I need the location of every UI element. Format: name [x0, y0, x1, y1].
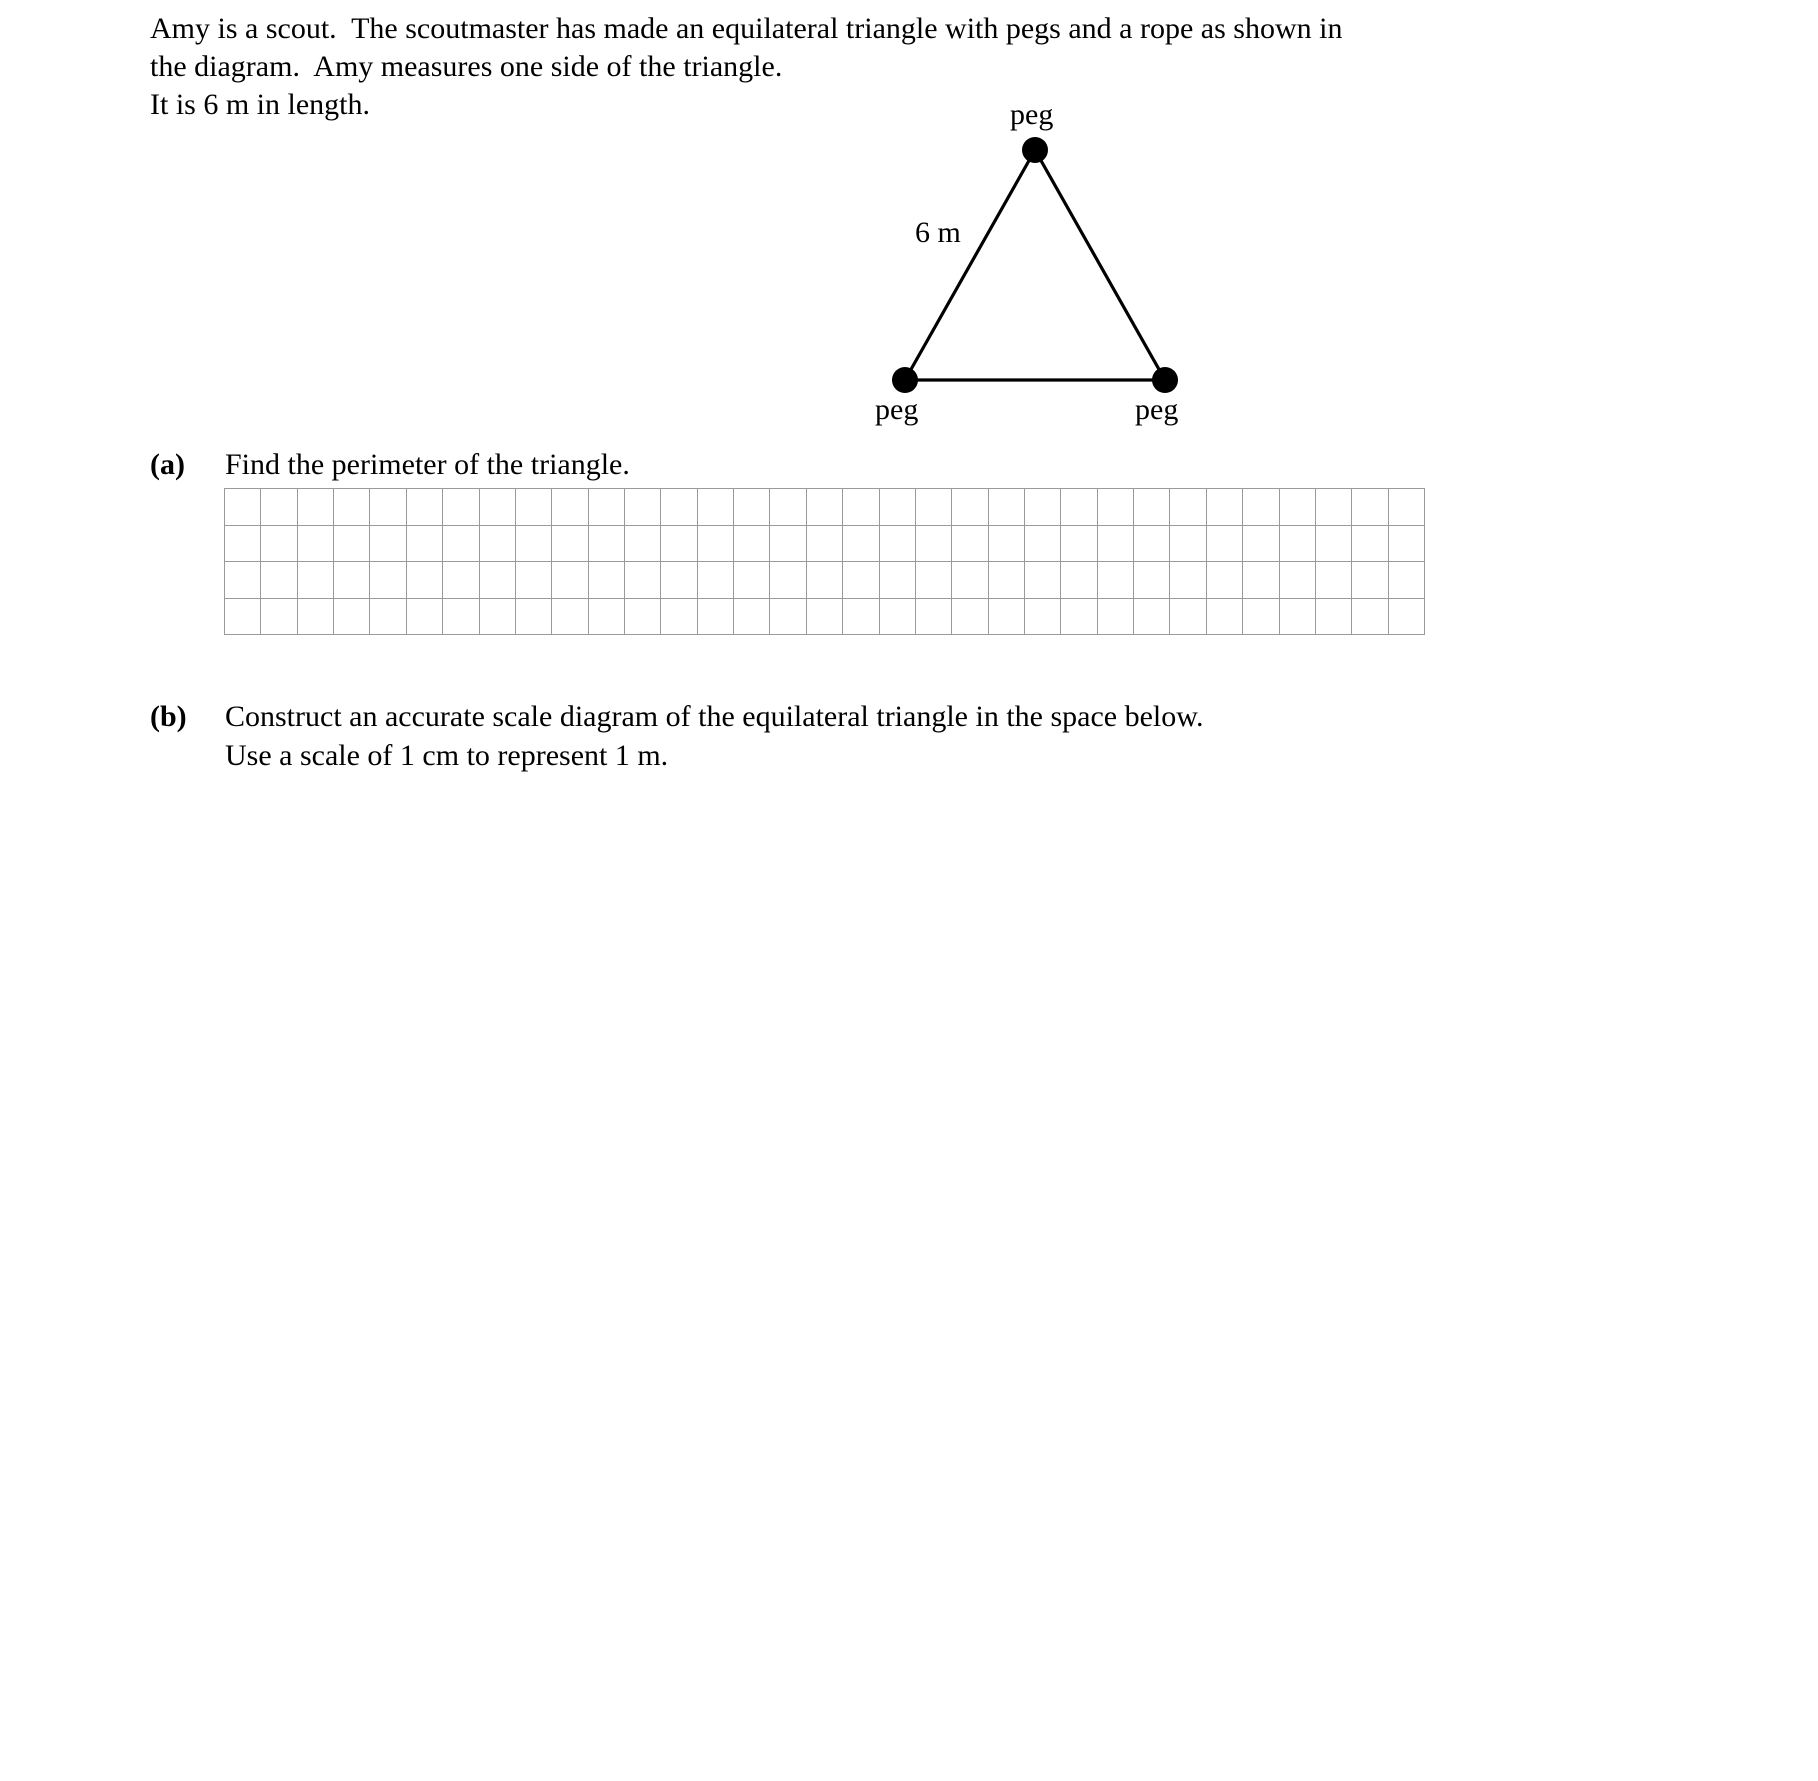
answer-grid-cell[interactable] [770, 526, 806, 563]
answer-grid-cell[interactable] [1243, 562, 1279, 599]
answer-grid-cell[interactable] [916, 489, 952, 526]
answer-grid-cell[interactable] [334, 526, 370, 563]
answer-grid-cell[interactable] [1243, 526, 1279, 563]
answer-grid-cell[interactable] [807, 599, 843, 636]
answer-grid-cell[interactable] [952, 526, 988, 563]
answer-grid-cell[interactable] [880, 562, 916, 599]
answer-grid-cell[interactable] [298, 562, 334, 599]
answer-grid-cell[interactable] [880, 489, 916, 526]
answer-grid-cell[interactable] [480, 526, 516, 563]
answer-grid-cell[interactable] [407, 489, 443, 526]
answer-grid-cell[interactable] [552, 489, 588, 526]
question-part-b [150, 697, 1203, 775]
answer-grid-cell[interactable] [480, 562, 516, 599]
answer-grid-cell[interactable] [625, 489, 661, 526]
answer-grid-cell[interactable] [1352, 599, 1388, 636]
answer-grid-cell[interactable] [1316, 526, 1352, 563]
answer-grid-cell[interactable] [407, 526, 443, 563]
part-a-tag: (a) [150, 448, 185, 481]
answer-grid-cell[interactable] [370, 489, 406, 526]
answer-grid-cell[interactable] [661, 489, 697, 526]
answer-grid-cell[interactable] [261, 489, 297, 526]
answer-grid-cell[interactable] [552, 526, 588, 563]
answer-grid-cell[interactable] [807, 526, 843, 563]
answer-grid-cell[interactable] [443, 489, 479, 526]
peg-label-bottom-right: peg [1135, 393, 1179, 426]
answer-grid-cell[interactable] [625, 562, 661, 599]
answer-grid-cell[interactable] [298, 599, 334, 636]
answer-grid-cell[interactable] [916, 599, 952, 636]
answer-grid-cell[interactable] [225, 526, 261, 563]
answer-grid-cell[interactable] [443, 526, 479, 563]
answer-grid-cell[interactable] [1134, 562, 1170, 599]
answer-grid-cell[interactable] [1025, 489, 1061, 526]
answer-grid-cell[interactable] [1352, 489, 1388, 526]
intro-line-1: Amy is a scout. The scoutmaster has made an equilateral triangle with pegs and a rope as shown in [150, 12, 1343, 45]
answer-grid-cell[interactable] [1170, 526, 1206, 563]
answer-grid-cell[interactable] [589, 562, 625, 599]
answer-grid-cell[interactable] [1025, 526, 1061, 563]
answer-grid-cell[interactable] [1280, 599, 1316, 636]
answer-grid-cell[interactable] [916, 562, 952, 599]
answer-grid-cell[interactable] [1098, 526, 1134, 563]
answer-grid-cell[interactable] [1280, 562, 1316, 599]
answer-grid-cell[interactable] [989, 489, 1025, 526]
answer-grid-cell[interactable] [880, 526, 916, 563]
answer-grid-cell[interactable] [1389, 562, 1425, 599]
answer-grid-cell[interactable] [298, 526, 334, 563]
answer-grid-cell[interactable] [1207, 526, 1243, 563]
answer-grid-cell[interactable] [625, 599, 661, 636]
answer-grid-cell[interactable] [589, 489, 625, 526]
answer-grid-cell[interactable] [1243, 489, 1279, 526]
answer-grid-cell[interactable] [989, 526, 1025, 563]
answer-grid-cell[interactable] [952, 599, 988, 636]
answer-grid-cell[interactable] [625, 526, 661, 563]
answer-grid-cell[interactable] [407, 599, 443, 636]
answer-grid-cell[interactable] [734, 599, 770, 636]
answer-grid-cell[interactable] [261, 562, 297, 599]
answer-grid-cell[interactable] [1389, 599, 1425, 636]
intro-line-2: the diagram. Amy measures one side of the triangle. [150, 50, 783, 84]
answer-grid-cell[interactable] [698, 599, 734, 636]
answer-grid-cell[interactable] [770, 599, 806, 636]
answer-grid-cell[interactable] [1170, 599, 1206, 636]
answer-grid-cell[interactable] [407, 562, 443, 599]
answer-grid-cell[interactable] [843, 599, 879, 636]
part-b-tag: (b) [150, 700, 187, 733]
answer-grid-cell[interactable] [516, 562, 552, 599]
peg-label-bottom-left: peg [875, 393, 919, 426]
answer-grid-cell[interactable] [261, 526, 297, 563]
answer-grid-cell[interactable] [1061, 599, 1097, 636]
answer-grid-cell[interactable] [1098, 599, 1134, 636]
peg-dot-bottom-left-icon [892, 367, 918, 393]
answer-grid-cell[interactable] [1134, 489, 1170, 526]
answer-grid-cell[interactable] [661, 562, 697, 599]
answer-grid-cell[interactable] [698, 489, 734, 526]
answer-grid-cell[interactable] [334, 599, 370, 636]
answer-grid-cell[interactable] [1389, 526, 1425, 563]
peg-label-top: peg [1010, 98, 1054, 131]
triangle-diagram [830, 95, 1250, 445]
side-length-label: 6 m [915, 216, 961, 249]
answer-grid-cell[interactable] [1098, 562, 1134, 599]
answer-grid-cell[interactable] [1170, 489, 1206, 526]
answer-grid-cell[interactable] [516, 526, 552, 563]
answer-grid-cell[interactable] [880, 599, 916, 636]
answer-grid-cell[interactable] [1134, 599, 1170, 636]
answer-grid-cell[interactable] [1170, 562, 1206, 599]
answer-grid-cell[interactable] [552, 599, 588, 636]
answer-grid-cell[interactable] [334, 562, 370, 599]
answer-grid-cell[interactable] [698, 526, 734, 563]
answer-grid-cell[interactable] [1098, 489, 1134, 526]
answer-grid-cell[interactable] [1134, 526, 1170, 563]
answer-grid-cell[interactable] [843, 562, 879, 599]
answer-grid-cell[interactable] [1316, 599, 1352, 636]
answer-grid-cell[interactable] [370, 599, 406, 636]
peg-dot-top-icon [1022, 137, 1048, 163]
answer-grid-cell[interactable] [661, 599, 697, 636]
answer-grid-cell[interactable] [916, 526, 952, 563]
answer-grid-cell[interactable] [1061, 526, 1097, 563]
answer-grid-cell[interactable] [443, 562, 479, 599]
answer-grid-cell[interactable] [516, 489, 552, 526]
answer-grid-cell[interactable] [952, 489, 988, 526]
part-b-text-line-1: Construct an accurate scale diagram of the equilateral triangle in the space below. [225, 700, 1204, 733]
answer-grid-cell[interactable] [334, 489, 370, 526]
answer-grid-cell[interactable] [370, 526, 406, 563]
part-b-workspace[interactable] [150, 800, 1650, 1740]
answer-grid-cell[interactable] [1280, 489, 1316, 526]
part-b-text-line-2: Use a scale of 1 cm to represent 1 m. [225, 739, 669, 772]
answer-grid-cell[interactable] [1243, 599, 1279, 636]
answer-grid-cell[interactable] [225, 562, 261, 599]
answer-grid-cell[interactable] [843, 489, 879, 526]
answer-grid-cell[interactable] [770, 489, 806, 526]
answer-grid-cell[interactable] [661, 526, 697, 563]
answer-grid-cell[interactable] [1389, 489, 1425, 526]
answer-grid-cell[interactable] [734, 526, 770, 563]
answer-grid-cell[interactable] [1061, 562, 1097, 599]
answer-grid-cell[interactable] [698, 562, 734, 599]
answer-grid-cell[interactable] [807, 489, 843, 526]
answer-grid-cell[interactable] [225, 599, 261, 636]
answer-grid-cell[interactable] [989, 562, 1025, 599]
answer-grid-cell[interactable] [1207, 599, 1243, 636]
answer-grid-cell[interactable] [261, 599, 297, 636]
answer-grid-cell[interactable] [734, 562, 770, 599]
answer-grid-cell[interactable] [843, 526, 879, 563]
answer-grid-cell[interactable] [1316, 489, 1352, 526]
answer-grid-cell[interactable] [1280, 526, 1316, 563]
answer-grid-cell[interactable] [480, 599, 516, 636]
answer-grid-cell[interactable] [734, 489, 770, 526]
answer-grid-cell[interactable] [552, 562, 588, 599]
answer-grid-cell[interactable] [1207, 562, 1243, 599]
question-part-a [150, 445, 630, 484]
answer-grid-cell[interactable] [1025, 562, 1061, 599]
answer-grid-cell[interactable] [589, 599, 625, 636]
triangle-outline-shape [905, 150, 1165, 380]
part-a-text: Find the perimeter of the triangle. [225, 448, 630, 481]
answer-grid-cell[interactable] [480, 489, 516, 526]
answer-grid-cell[interactable] [1025, 599, 1061, 636]
answer-grid-cell[interactable] [1352, 562, 1388, 599]
answer-grid-cell[interactable] [298, 489, 334, 526]
answer-grid-cell[interactable] [1316, 562, 1352, 599]
answer-grid-cell[interactable] [516, 599, 552, 636]
answer-grid-cell[interactable] [589, 526, 625, 563]
answer-grid-cell[interactable] [443, 599, 479, 636]
answer-grid-cell[interactable] [952, 562, 988, 599]
answer-grid-cell[interactable] [225, 489, 261, 526]
intro-line-3: It is 6 m in length. [150, 88, 370, 122]
answer-grid-cell[interactable] [1061, 489, 1097, 526]
answer-grid-cell[interactable] [807, 562, 843, 599]
answer-grid[interactable] [224, 488, 1425, 635]
answer-grid-cell[interactable] [370, 562, 406, 599]
answer-grid-cell[interactable] [770, 562, 806, 599]
peg-dot-bottom-right-icon [1152, 367, 1178, 393]
answer-grid-cell[interactable] [1207, 489, 1243, 526]
answer-grid-cell[interactable] [1352, 526, 1388, 563]
answer-grid-cell[interactable] [989, 599, 1025, 636]
